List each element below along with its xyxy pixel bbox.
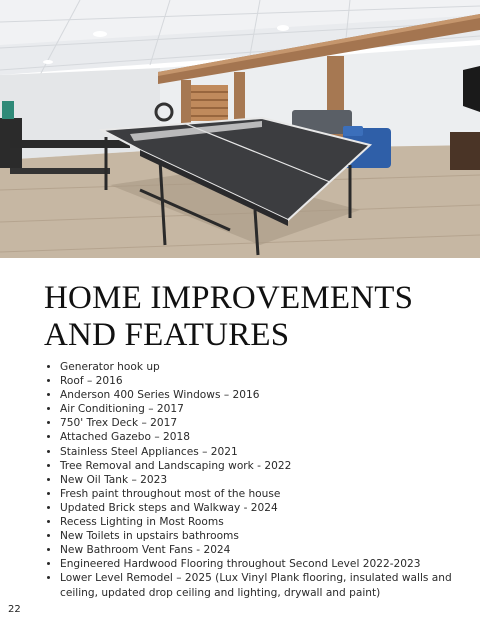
list-item: • Anderson 400 Series Windows – 2016 [60, 388, 460, 402]
list-item: • Stainless Steel Appliances – 2021 [60, 445, 460, 459]
list-item: • Attached Gazebo – 2018 [60, 430, 460, 444]
basement-photo-illustration [0, 0, 480, 258]
list-item: • Roof – 2016 [60, 374, 460, 388]
feature-list [44, 360, 460, 600]
page-title-line-2: AND FEATURES [44, 317, 290, 353]
basement-photo [0, 0, 480, 258]
list-item: • Air Conditioning – 2017 [60, 402, 460, 416]
list-item: • 750' Trex Deck – 2017 [60, 416, 460, 430]
list-item: • Fresh paint throughout most of the house [60, 487, 460, 501]
list-item: • Engineered Hardwood Flooring throughout Second Level 2022-2023 [60, 557, 460, 571]
list-item: • Tree Removal and Landscaping work - 2022 [60, 459, 460, 473]
list-item: • Generator hook up [60, 360, 460, 374]
list-item: • Updated Brick steps and Walkway - 2024 [60, 501, 460, 515]
list-item: • Recess Lighting in Most Rooms [60, 515, 460, 529]
list-item: • New Bathroom Vent Fans - 2024 [60, 543, 460, 557]
page-number: 22 [8, 604, 21, 615]
list-item: • Lower Level Remodel – 2025 (Lux Vinyl Plank flooring, insulated walls and ceiling, updated drop ceiling and lighting, drywall and paint) [60, 571, 460, 599]
list-item: • New Oil Tank – 2023 [60, 473, 460, 487]
page-title [44, 280, 464, 354]
list-item: • New Toilets in upstairs bathrooms [60, 529, 460, 543]
page-title-line-1: HOME IMPROVEMENTS [44, 280, 414, 316]
